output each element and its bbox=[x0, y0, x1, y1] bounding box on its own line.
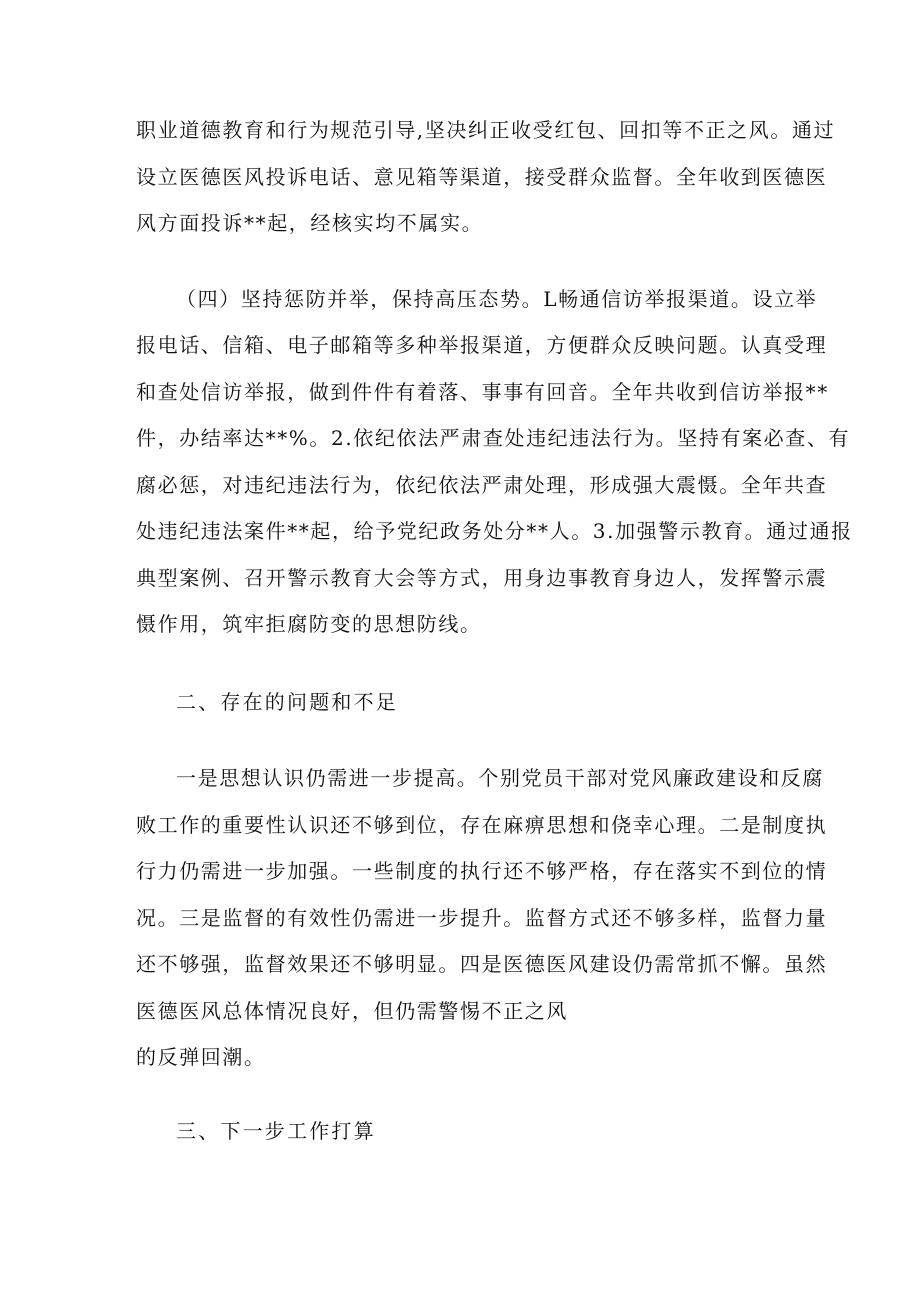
section-heading-2: 二、存在的问题和不足 bbox=[176, 690, 398, 714]
para2-line-1: （四）坚持惩防并举，保持高压态势。L畅通信访举报渠道。设立举 bbox=[176, 287, 818, 311]
para1-line-2: 设立医德医风投诉电话、意见箱等渠道，接受群众监督。全年收到医德医 bbox=[136, 165, 828, 189]
para3-line-3: 行力仍需进一步加强。一些制度的执行还不够严格，存在落实不到位的情 bbox=[136, 859, 828, 883]
para2-line-5: 腐必惩，对违纪违法行为，依纪依法严肃处理，形成强大震慑。全年共查 bbox=[136, 473, 828, 497]
para2-line-7: 典型案例、召开警示教育大会等方式，用身边事教育身边人，发挥警示震 bbox=[136, 566, 828, 590]
para2-line-8: 慑作用，筑牢拒腐防变的思想防线。 bbox=[136, 612, 482, 636]
para2-line-3: 和查处信访举报，做到件件有着落、事事有回音。全年共收到信访举报** bbox=[136, 380, 829, 404]
para3-line-6: 医德医风总体情况良好，但仍需警惕不正之风 bbox=[136, 999, 568, 1023]
para1-line-3: 风方面投诉**起，经核实均不属实。 bbox=[136, 211, 484, 235]
para1-line-1: 职业道德教育和行为规范引导,坚决纠正收受红包、回扣等不正之风。通过 bbox=[136, 118, 836, 142]
para2-line-6: 处违纪违法案件**起，给予党纪政务处分**人。3.加强警示教育。通过通报 bbox=[136, 519, 853, 543]
para3-line-1: 一是思想认识仍需进一步提高。个别党员干部对党风廉政建设和反腐 bbox=[176, 766, 824, 790]
para3-line-2: 败工作的重要性认识还不够到位，存在麻痹思想和侥幸心理。二是制度执 bbox=[136, 813, 828, 837]
section-heading-3: 三、下一步工作打算 bbox=[176, 1119, 376, 1143]
para2-line-4: 件，办结率达**%。2.依纪依法严肃查处违纪违法行为。坚持有案必查、有 bbox=[136, 426, 851, 450]
para3-line-7: 的反弹回潮。 bbox=[136, 1045, 266, 1069]
para3-line-5: 还不够强，监督效果还不够明显。四是医德医风建设仍需常抓不懈。虽然 bbox=[136, 952, 828, 976]
para3-line-4: 况。三是监督的有效性仍需进一步提升。监督方式还不够多样，监督力量 bbox=[136, 906, 828, 930]
para2-line-2: 报电话、信箱、电子邮箱等多种举报渠道，方便群众反映问题。认真受理 bbox=[136, 333, 828, 357]
